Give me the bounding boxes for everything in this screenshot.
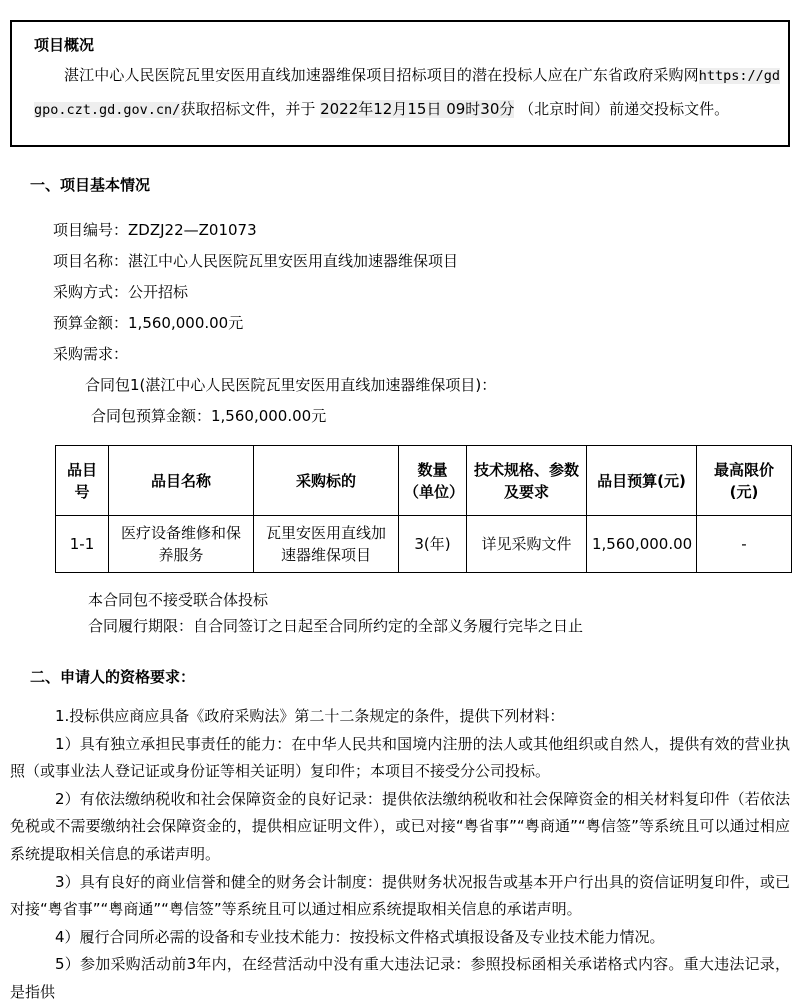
table-row: [56, 516, 792, 573]
cell-quantity: 3(年): [399, 516, 467, 573]
procurement-demand-label: 采购需求：: [53, 345, 129, 363]
items-table-header: [56, 446, 792, 516]
project-name-row: [53, 246, 800, 277]
col-header-item-no: 品目号: [56, 446, 109, 516]
submission-deadline-text: 2022年12月15日 09时30分: [320, 100, 515, 118]
section1-heading: 一、项目基本情况: [30, 176, 151, 194]
requirement-item-2: 1）具有独立承担民事责任的能力：在中华人民共和国境内注册的法人或其他组织或自然人，提供有效的营业执照（或事业法人登记证或身份证等相关证明）复印件；本项目不接受分公司投标。: [10, 734, 790, 781]
cell-max-price: -: [697, 516, 792, 573]
requirement-item-6: 5）参加采购活动前3年内，在经营活动中没有重大违法记录：参照投标函相关承诺格式内容。重大违法记录，是指供: [10, 955, 790, 1001]
qualification-requirements: [0, 703, 800, 1007]
section1-fields: [0, 215, 800, 432]
col-header-subject: 采购标的: [254, 446, 399, 516]
note-no-consortium: 本合同包不接受联合体投标: [88, 591, 269, 609]
col-header-budget: 品目预算(元): [587, 446, 697, 516]
col-header-spec: 技术规格、参数及要求: [467, 446, 587, 516]
table-notes: [0, 587, 800, 639]
cell-spec: 详见采购文件: [467, 516, 587, 573]
budget-amount-label: 预算金额：: [53, 314, 129, 332]
requirement-item-5: 4）履行合同所必需的设备和专业技术能力：按投标文件格式填报设备及专业技术能力情况。: [55, 927, 665, 946]
table-header-row: [56, 446, 792, 516]
overview-intro-text: 湛江中心人民医院瓦里安医用直线加速器维保项目招标项目的潜在投标人应在广东省政府采购网: [64, 66, 699, 84]
requirement-item-3: 2）有依法缴纳税收和社会保障资金的良好记录：提供依法缴纳税收和社会保障资金的相关材料复印件（若依法免税或不需要缴纳社会保障资金的，提供相应证明文件），或已对接“粤省事”“粤商通”“粤信签”等系统且可以通过相应系统提取相关信息的承诺声明。: [10, 789, 790, 863]
cell-item-no: 1-1: [56, 516, 109, 573]
budget-amount-value: 1,560,000.00元: [128, 314, 244, 332]
col-header-item-name: 品目名称: [109, 446, 254, 516]
col-header-max-price: 最高限价(元): [697, 446, 792, 516]
requirement-item-1: 1.投标供应商应具备《政府采购法》第二十二条规定的条件，提供下列材料：: [55, 707, 565, 725]
project-number-label: 项目编号：: [53, 221, 129, 239]
budget-amount-row: [53, 308, 800, 339]
procurement-method-label: 采购方式：: [53, 283, 129, 301]
overview-paragraph: [34, 59, 780, 127]
procurement-demand-row: [53, 339, 800, 370]
project-overview-box: [10, 20, 790, 147]
procurement-announcement-document: [0, 20, 800, 1007]
col-header-quantity: 数量（单位）: [399, 446, 467, 516]
overview-title: 项目概况: [34, 36, 95, 54]
procurement-method-row: [53, 277, 800, 308]
project-number-value: ZDZJ22—Z01073: [128, 221, 257, 239]
procurement-site-url-link[interactable]: https://gdgpo.czt.gd.gov.cn/: [34, 68, 780, 118]
cell-item-name: 医疗设备维修和保养服务: [109, 516, 254, 573]
project-number-row: [53, 215, 800, 246]
overview-tail-text: （北京时间）前递交投标文件。: [514, 100, 730, 118]
contract-package-title: 合同包1(湛江中心人民医院瓦里安医用直线加速器维保项目)：: [85, 376, 497, 394]
procurement-method-value: 公开招标: [128, 283, 189, 301]
contract-package-budget: 合同包预算金额：1,560,000.00元: [91, 407, 327, 425]
project-name-value: 湛江中心人民医院瓦里安医用直线加速器维保项目: [128, 252, 459, 270]
cell-budget: 1,560,000.00: [587, 516, 697, 573]
section2-heading: 二、申请人的资格要求：: [30, 668, 196, 686]
note-contract-duration: 合同履行期限：自合同签订之日起至合同所约定的全部义务履行完毕之日止: [88, 617, 584, 635]
items-table: [55, 445, 792, 573]
requirement-item-4: 3）具有良好的商业信誉和健全的财务会计制度：提供财务状况报告或基本开户行出具的资信证明复印件，或已对接“粤省事”“粤商通”“粤信签”等系统且可以通过相应系统提取相关信息的承诺声明。: [10, 872, 790, 919]
cell-subject: 瓦里安医用直线加速器维保项目: [254, 516, 399, 573]
overview-after-url-text: 获取招标文件，并于: [180, 100, 321, 118]
project-name-label: 项目名称：: [53, 252, 129, 270]
